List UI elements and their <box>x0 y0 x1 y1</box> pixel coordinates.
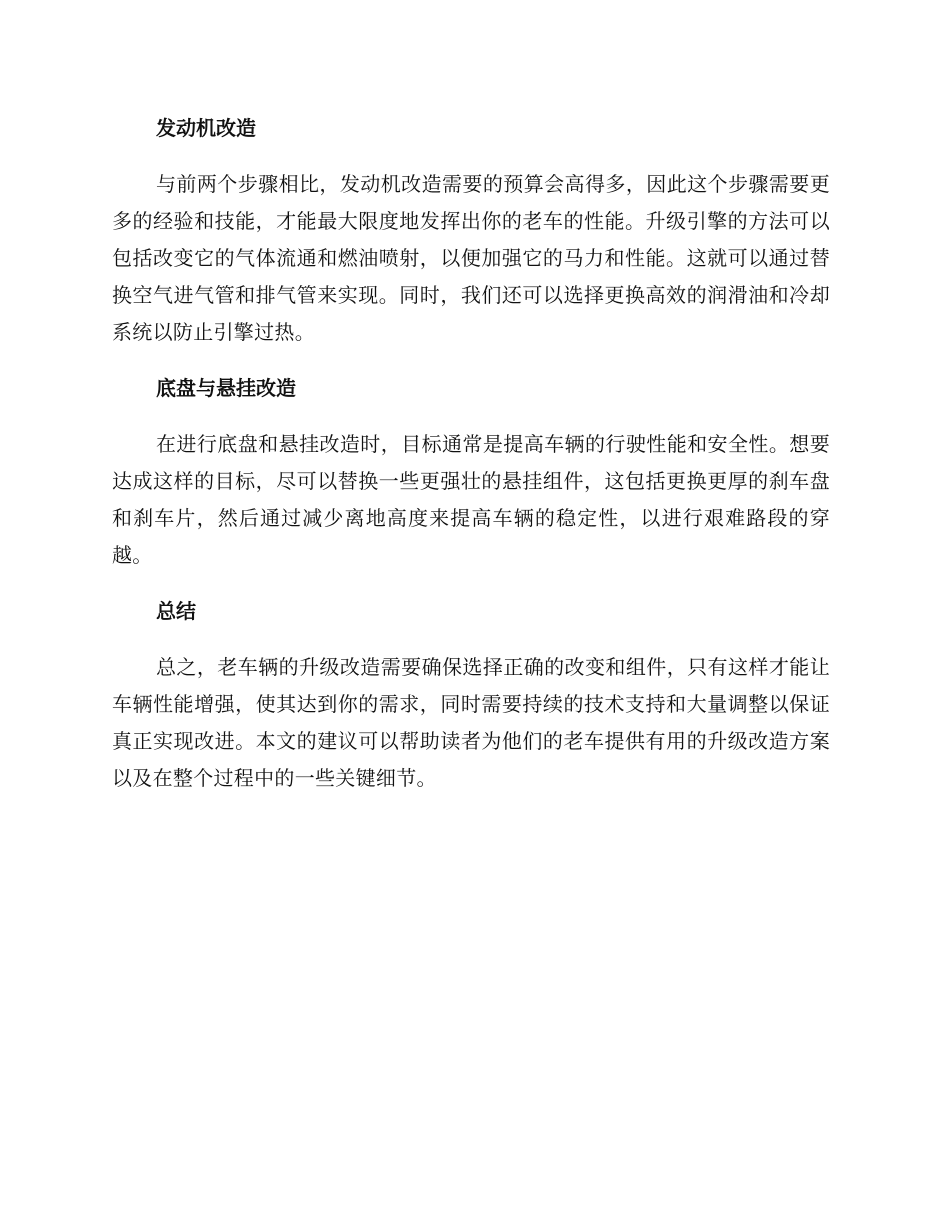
document-body <box>112 110 830 797</box>
section-heading-engine: 发动机改造 <box>156 116 256 140</box>
section-paragraph-engine: 与前两个步骤相比，发动机改造需要的预算会高得多，因此这个步骤需要更多的经验和技能，才能最大限度地发挥出你的老车的性能。升级引擎的方法可以包括改变它的气体流通和燃油喷射，以便加强它的马力和性能。这就可以通过替换空气进气管和排气管来实现。同时，我们还可以选择更换高效的润滑油和冷却系统以防止引擎过热。 <box>112 172 830 344</box>
section-paragraph-chassis-suspension: 在进行底盘和悬挂改造时，目标通常是提高车辆的行驶性能和安全性。想要达成这样的目标，尽可以替换一些更强壮的悬挂组件，这包括更换更厚的刹车盘和刹车片，然后通过减少离地高度来提高车辆的稳定性，以进行艰难路段的穿越。 <box>112 432 830 567</box>
section-heading-chassis-suspension: 底盘与悬挂改造 <box>156 376 296 400</box>
section-paragraph-summary: 总之，老车辆的升级改造需要确保选择正确的改变和组件，只有这样才能让车辆性能增强，使其达到你的需求，同时需要持续的技术支持和大量调整以保证真正实现改进。本文的建议可以帮助读者为他们的老车提供有用的升级改造方案以及在整个过程中的一些关键细节。 <box>112 655 830 790</box>
section-heading-summary: 总结 <box>156 599 196 623</box>
